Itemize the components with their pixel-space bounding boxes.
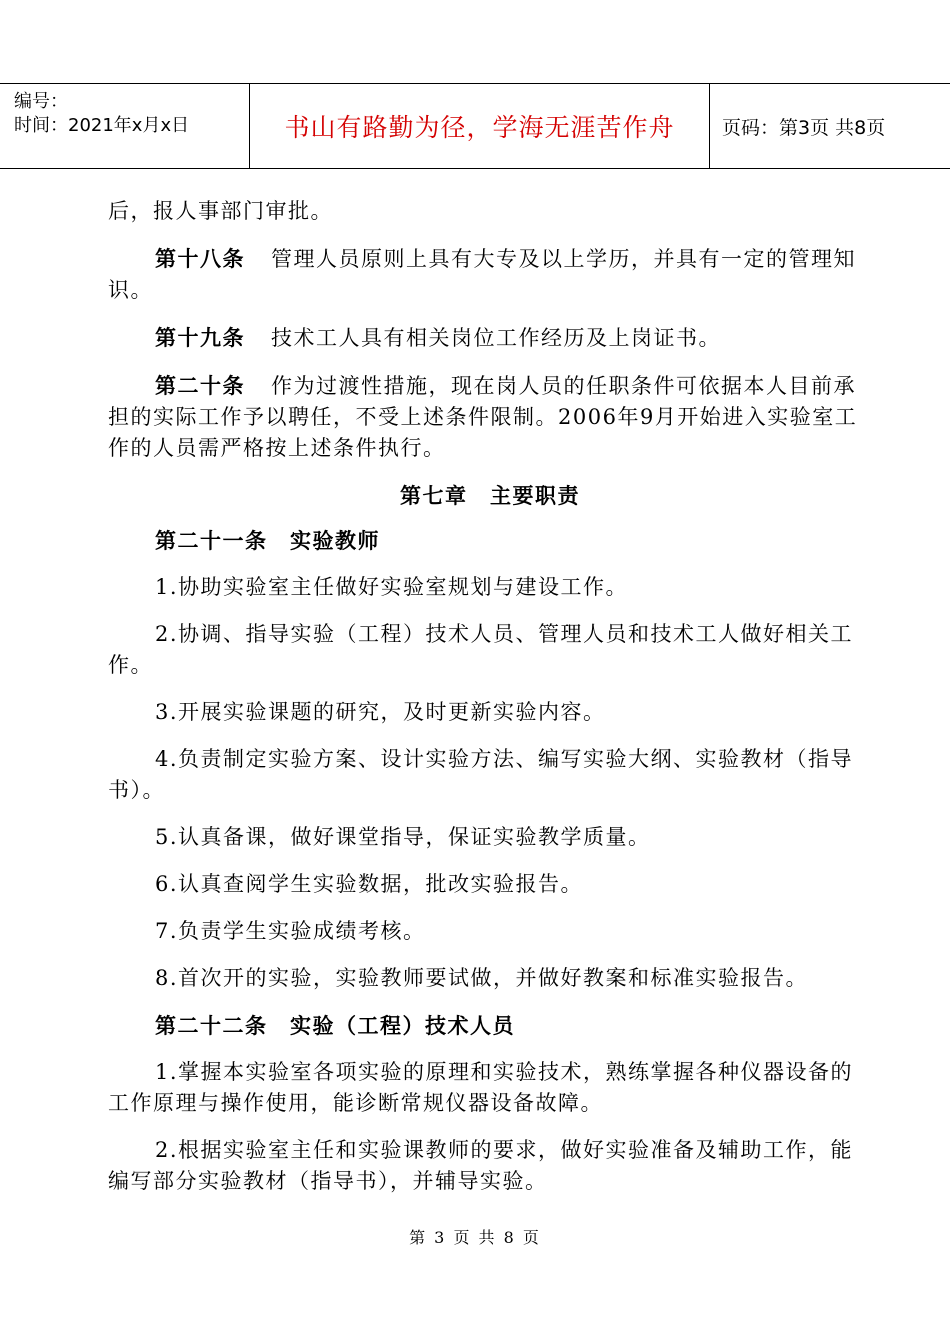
- list-item: 7.负责学生实验成绩考核。: [155, 919, 426, 943]
- list-item: 2.根据实验室主任和实验课教师的要求，做好实验准备及辅助工作，能编写部分实验教材（指导书），并辅导实验。: [108, 1138, 854, 1193]
- document-body: [108, 196, 872, 1213]
- article-19: [108, 322, 872, 354]
- article-title: 第十八条: [155, 246, 245, 271]
- article-text: 技术工人具有相关岗位工作经历及上岗证书。: [271, 326, 721, 350]
- list-item: 1.掌握本实验室各项实验的原理和实验技术，熟练掌握各种仪器设备的工作原理与操作使用，能诊断常规仪器设备故障。: [108, 1060, 854, 1115]
- header-meta: [0, 84, 250, 168]
- list-item: 4.负责制定实验方案、设计实验方法、编写实验大纲、实验教材（指导书）。: [108, 747, 854, 802]
- article-18: [108, 243, 872, 306]
- list-item: 5.认真备课，做好课堂指导，保证实验教学质量。: [155, 825, 651, 849]
- section-title: 第二十二条 实验（工程）技术人员: [155, 1013, 515, 1038]
- section-title: 第二十一条 实验教师: [155, 528, 380, 553]
- list-item: 2.协调、指导实验（工程）技术人员、管理人员和技术工人做好相关工作。: [108, 622, 854, 677]
- page-header: [0, 83, 950, 169]
- list-item: 3.开展实验课题的研究，及时更新实验内容。: [155, 700, 606, 724]
- paragraph: 后，报人事部门审批。: [108, 199, 333, 223]
- list-item: 8.首次开的实验，实验教师要试做，并做好教案和标准实验报告。: [155, 966, 809, 990]
- article-title: 第十九条: [155, 325, 245, 350]
- document-number: 编号：: [14, 91, 68, 112]
- page-footer: 第 3 页 共 8 页: [409, 1228, 541, 1247]
- header-motto: 书山有路勤为径，学海无涯苦作舟: [250, 84, 710, 168]
- article-text: 作为过渡性措施，现在岗人员的任职条件可依据本人目前承担的实际工作予以聘任，不受上述条件限制。2006年9月开始进入实验室工作的人员需严格按上述条件执行。: [108, 374, 858, 460]
- document-time: 时间：2021年x月x日: [14, 115, 190, 136]
- list-item: 1.协助实验室主任做好实验室规划与建设工作。: [155, 575, 629, 599]
- header-page-number: 页码：第3页 共8页: [722, 116, 886, 139]
- article-title: 第二十条: [155, 373, 245, 398]
- chapter-title: 第七章 主要职责: [400, 483, 580, 508]
- list-item: 6.认真查阅学生实验数据，批改实验报告。: [155, 872, 584, 896]
- article-20: [108, 370, 872, 464]
- article-text: 管理人员原则上具有大专及以上学历，并具有一定的管理知识。: [108, 247, 856, 302]
